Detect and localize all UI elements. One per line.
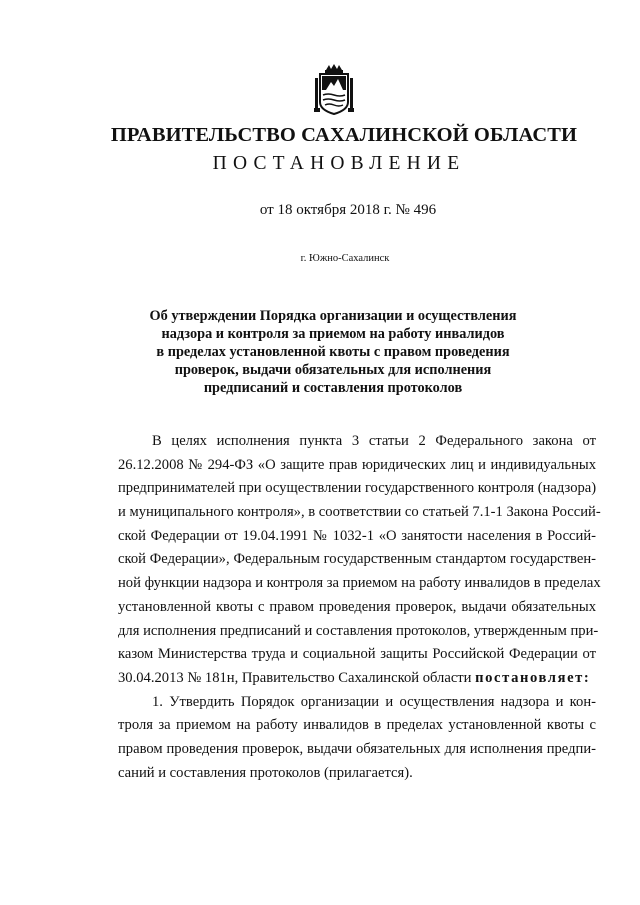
preamble-line: установленной квоты с правом проведения проверок, выдачи обязательных	[118, 598, 596, 615]
preamble-line: для исполнения предписаний и составления протоколов, утвержденным при-	[118, 622, 599, 639]
preamble-line: казом Министерства труда и социальной защиты Российской Федерации от	[118, 646, 596, 663]
item-line: 1. Утвердить Порядок организации и осуществления надзора и кон-	[152, 693, 596, 710]
subject-line: Об утверждении Порядка организации и осуществления	[149, 308, 517, 324]
organization-title: ПРАВИТЕЛЬСТВО САХАЛИНСКОЙ ОБЛАСТИ	[110, 124, 578, 146]
document-body	[118, 430, 601, 785]
preamble-line: ной функции надзора и контроля за приемом на работу инвалидов в пределах	[118, 575, 601, 592]
preamble-line: ской Федерации от 19.04.1991 № 1032-1 «О занятости населения в Россий-	[118, 527, 596, 544]
subject-line: надзора и контроля за приемом на работу инвалидов	[161, 326, 505, 342]
preamble-line: В целях исполнения пункта 3 статьи 2 Федерального закона от	[152, 433, 596, 449]
preamble-line: ской Федерации», Федеральным государственным стандартом государствен-	[118, 551, 596, 568]
sakhalin-coat-of-arms-icon	[314, 64, 354, 116]
item-line: саний и составления протоколов (прилагается).	[118, 764, 413, 781]
preamble-line: 26.12.2008 № 294-ФЗ «О защите прав юридических лиц и индивидуальных	[118, 456, 596, 473]
document-type: ПОСТАНОВЛЕНИЕ	[212, 153, 466, 174]
preamble-final-line	[118, 667, 596, 691]
preamble-line: и муниципального контроля», в соответствии со статьей 7.1-1 Закона Россий-	[118, 504, 601, 521]
subject-line: проверок, выдачи обязательных для исполнения	[174, 362, 492, 378]
preamble-line-text: 30.04.2013 № 181н, Правительство Сахалинской области	[118, 669, 472, 686]
subject-line: в пределах установленной квоты с правом проведения	[156, 344, 510, 360]
preamble-line: предпринимателей при осуществлении государственного контроля (надзора)	[118, 480, 597, 497]
item-line: правом проведения проверок, выдачи обязательных для исполнения предпи-	[118, 740, 596, 757]
subject-line: предписаний и составления протоколов	[203, 380, 463, 396]
item-line: троля за приемом на работу инвалидов в пределах установленной квоты с	[118, 717, 596, 734]
document-subject	[100, 307, 566, 397]
document-date-number: от 18 октября 2018 г. № 496	[259, 202, 437, 218]
decree-word: постановляет:	[475, 669, 591, 686]
document-city: г. Южно-Сахалинск	[300, 253, 390, 264]
